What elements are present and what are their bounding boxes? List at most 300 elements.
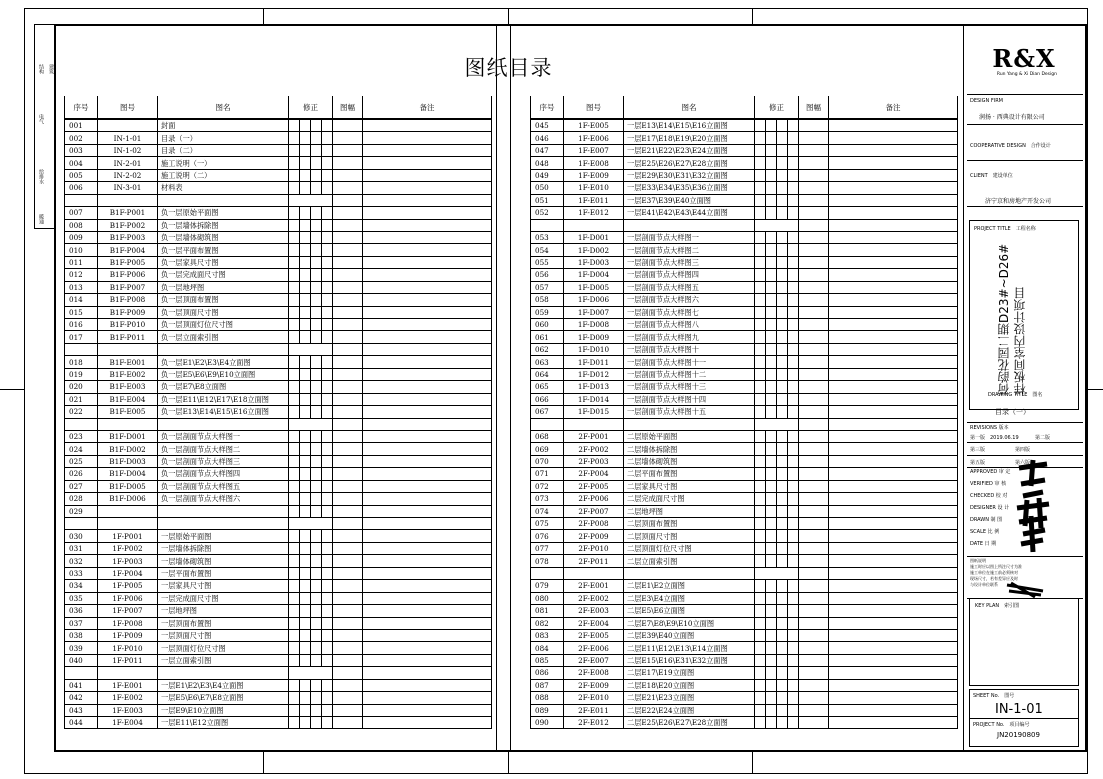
verified-label: VERIFIED 审 核 — [970, 481, 1007, 487]
table-row — [65, 294, 492, 306]
drawing-title: 目录（一） — [995, 408, 1030, 416]
sheet-size-cell — [799, 132, 829, 144]
drawing-code: B1F-P003 — [98, 231, 158, 243]
revision-cells — [755, 207, 799, 219]
revision-cells — [289, 368, 333, 380]
drawing-name: 目录（一） — [158, 132, 289, 144]
sheet-size-cell — [799, 244, 829, 256]
revision-cells — [289, 281, 333, 293]
table-row — [531, 605, 958, 617]
table-row — [65, 555, 492, 567]
revision-cells — [289, 542, 333, 554]
sheet-size-cell — [333, 567, 363, 579]
logo-subtitle: Run Yang & Xi Dian Design — [996, 72, 1057, 77]
drawing-name: 二层E17\E19立面图 — [624, 667, 755, 679]
tick-top-b — [508, 8, 509, 24]
row-number: 010 — [65, 244, 98, 256]
row-number: 040 — [65, 654, 98, 666]
sheet-size-cell — [799, 331, 829, 343]
table-row — [65, 182, 492, 194]
drawing-code: 1F-P010 — [98, 642, 158, 654]
row-number: 085 — [531, 654, 564, 666]
remarks-cell — [363, 269, 492, 281]
row-number: 005 — [65, 169, 98, 181]
remarks-cell — [829, 642, 958, 654]
table-row — [65, 605, 492, 617]
row-number: 018 — [65, 356, 98, 368]
drawing-name: 一层剖面节点大样图一 — [624, 231, 755, 243]
table-row — [65, 207, 492, 219]
sheet-size-cell — [799, 294, 829, 306]
drawing-name: 负一层E13\E14\E15\E16立面图 — [158, 406, 289, 418]
row-number: 082 — [531, 617, 564, 629]
row-number: 089 — [531, 704, 564, 716]
row-number: 028 — [65, 493, 98, 505]
drawing-name: 一层E25\E26\E27\E28立面图 — [624, 157, 755, 169]
drawing-code: 2F-P004 — [564, 468, 624, 480]
table-row — [531, 542, 958, 554]
project-no-label: PROJECT No. 项目编号 — [973, 722, 1030, 728]
remarks-cell — [829, 169, 958, 181]
remarks-cell — [363, 480, 492, 492]
remarks-cell — [829, 530, 958, 542]
revision-cells — [755, 144, 799, 156]
revision-cells — [755, 605, 799, 617]
drawing-name: 负一层顶面灯位尺寸图 — [158, 319, 289, 331]
sheet-size-cell — [333, 617, 363, 629]
revision-cells — [755, 343, 799, 355]
drawing-code: 1F-P009 — [98, 629, 158, 641]
remarks-cell — [363, 580, 492, 592]
remarks-cell — [829, 393, 958, 405]
revision-cells — [289, 169, 333, 181]
remarks-cell — [363, 306, 492, 318]
drawing-name: 一层E9\E10立面图 — [158, 704, 289, 716]
row-number: 059 — [531, 306, 564, 318]
sheet-size-cell — [333, 231, 363, 243]
drawing-name: 二层E7\E8\E9\E10立面图 — [624, 617, 755, 629]
remarks-cell — [829, 256, 958, 268]
drawing-code: 1F-P006 — [98, 592, 158, 604]
table-row — [65, 468, 492, 480]
remarks-cell — [829, 592, 958, 604]
side-label: 暖通 — [38, 214, 44, 224]
row-number: 051 — [531, 194, 564, 206]
sheet-size-cell — [799, 704, 829, 716]
table-row — [65, 505, 492, 517]
drawing-name: 负一层顶面尺寸图 — [158, 306, 289, 318]
table-row — [65, 530, 492, 542]
sheet-size-cell — [333, 132, 363, 144]
revision-cells — [755, 505, 799, 517]
row-number: 054 — [531, 244, 564, 256]
row-number: 072 — [531, 480, 564, 492]
table-row — [531, 617, 958, 629]
revision-cells — [289, 430, 333, 442]
drawing-code: B1F-P006 — [98, 269, 158, 281]
table-row — [531, 580, 958, 592]
sheet-size-cell — [799, 319, 829, 331]
row-number: 077 — [531, 542, 564, 554]
column-header: 序号 — [65, 96, 98, 119]
sheet-number: IN-1-01 — [995, 702, 1043, 717]
drawing-code: IN-1-01 — [98, 132, 158, 144]
row-number: 035 — [65, 592, 98, 604]
drawing-code: 2F-E008 — [564, 667, 624, 679]
row-number: 041 — [65, 679, 98, 691]
remarks-cell — [363, 430, 492, 442]
row-number: 049 — [531, 169, 564, 181]
sheet-size-cell — [799, 692, 829, 704]
table-row — [65, 717, 492, 729]
drawing-name: 一层平面布置图 — [158, 567, 289, 579]
drawing-code: B1F-P004 — [98, 244, 158, 256]
drawing-code: 1F-P005 — [98, 580, 158, 592]
table-row — [531, 555, 958, 567]
drawing-code: 1F-D008 — [564, 319, 624, 331]
row-number: 023 — [65, 430, 98, 442]
drawing-name: 负一层墙体拆除图 — [158, 219, 289, 231]
sheet-size-cell — [333, 331, 363, 343]
sheet-size-cell — [799, 281, 829, 293]
row-number: 056 — [531, 269, 564, 281]
tick-bottom-c — [752, 752, 753, 774]
sheet-size-cell — [799, 256, 829, 268]
revision-cells — [289, 493, 333, 505]
table-row — [531, 493, 958, 505]
remarks-cell — [829, 605, 958, 617]
project-line-1: 荷韵花园二期D23#~D26# — [997, 243, 1011, 395]
drawing-name: 一层剖面节点大样图十五 — [624, 406, 755, 418]
drawing-name: 负一层剖面节点大样图六 — [158, 493, 289, 505]
drawing-code: B1F-D002 — [98, 443, 158, 455]
drawing-code: 1F-E006 — [564, 132, 624, 144]
revision-cells — [289, 306, 333, 318]
revision-cells — [755, 468, 799, 480]
remarks-cell — [363, 505, 492, 517]
revision-cells — [289, 592, 333, 604]
drawing-code: 2F-E007 — [564, 654, 624, 666]
revision-cells — [289, 244, 333, 256]
revision-cells — [289, 356, 333, 368]
drawing-code: 1F-P007 — [98, 605, 158, 617]
revision-cells — [755, 331, 799, 343]
drawing-name: 二层立面索引图 — [624, 555, 755, 567]
revision-cells — [755, 393, 799, 405]
revision-cells — [289, 294, 333, 306]
remarks-cell — [363, 629, 492, 641]
drawing-name: 一层地坪图 — [158, 605, 289, 617]
drawing-code: 2F-P003 — [564, 455, 624, 467]
note-4: 与设计单位联系 — [970, 582, 998, 587]
row-number: 083 — [531, 629, 564, 641]
column-header: 图名 — [158, 96, 289, 119]
column-header: 修正 — [755, 96, 799, 119]
table-row — [531, 381, 958, 393]
row-number: 080 — [531, 592, 564, 604]
table-header-row — [531, 96, 958, 119]
drawing-name: 一层剖面节点大样图七 — [624, 306, 755, 318]
revision-cells — [289, 605, 333, 617]
title-block-divider — [963, 24, 964, 752]
designer-label: DESIGNER 设 计 — [970, 505, 1010, 511]
sheet-fold-right — [510, 24, 511, 752]
sheet-size-cell — [799, 654, 829, 666]
drawing-name: 二层完成面尺寸图 — [624, 493, 755, 505]
row-number: 033 — [65, 567, 98, 579]
revision-cells — [755, 169, 799, 181]
revision-cells — [289, 182, 333, 194]
drawing-name: 一层E17\E18\E19\E20立面图 — [624, 132, 755, 144]
rev-5: 第五版 — [970, 460, 986, 466]
table-row — [531, 679, 958, 691]
table-row — [65, 169, 492, 181]
drawing-code: 1F-D001 — [564, 231, 624, 243]
drawing-name — [158, 505, 289, 517]
revision-cells — [289, 319, 333, 331]
drawing-code: 1F-D012 — [564, 368, 624, 380]
drawing-code: B1F-E005 — [98, 406, 158, 418]
sheet-size-cell — [333, 455, 363, 467]
row-number: 004 — [65, 157, 98, 169]
table-row — [65, 430, 492, 442]
sheet-size-cell — [333, 256, 363, 268]
table-row — [531, 430, 958, 442]
table-row — [65, 642, 492, 654]
section-gap-row — [65, 518, 492, 530]
revision-cells — [289, 617, 333, 629]
revision-cells — [755, 542, 799, 554]
note-1: 施工时应以图上所注尺寸为准 — [970, 564, 1022, 569]
project-line-2: 样板间室内设计项目 — [1013, 287, 1027, 395]
row-number: 069 — [531, 443, 564, 455]
remarks-cell — [363, 542, 492, 554]
revision-cells — [289, 256, 333, 268]
row-number: 027 — [65, 480, 98, 492]
table-row — [531, 132, 958, 144]
drawing-code: 1F-E007 — [564, 144, 624, 156]
sheet-size-cell — [333, 592, 363, 604]
remarks-cell — [829, 269, 958, 281]
sheet-size-cell — [333, 319, 363, 331]
drawing-code: 2F-P011 — [564, 555, 624, 567]
drawing-name: 负一层E11\E12\E17\E18立面图 — [158, 393, 289, 405]
remarks-cell — [363, 493, 492, 505]
revision-cells — [289, 269, 333, 281]
table-row — [531, 294, 958, 306]
drawing-code: B1F-P002 — [98, 219, 158, 231]
revision-cells — [755, 679, 799, 691]
drawing-code: B1F-P010 — [98, 319, 158, 331]
revision-cells — [755, 132, 799, 144]
drawing-name: 一层剖面节点大样图十 — [624, 343, 755, 355]
sheet-size-cell — [799, 555, 829, 567]
drawing-code: 1F-D014 — [564, 393, 624, 405]
section-gap-row — [531, 219, 958, 231]
drawing-code: 2F-E012 — [564, 717, 624, 729]
drawing-name: 一层剖面节点大样图十一 — [624, 356, 755, 368]
drawing-name: 负一层E1\E2\E3\E4立面图 — [158, 356, 289, 368]
sheet-size-cell — [799, 356, 829, 368]
table-row — [531, 393, 958, 405]
revision-cells — [289, 331, 333, 343]
row-number: 025 — [65, 455, 98, 467]
table-row — [65, 231, 492, 243]
table-row — [531, 518, 958, 530]
table-row — [531, 331, 958, 343]
drawing-name: 二层E3\E4立面图 — [624, 592, 755, 604]
remarks-cell — [829, 368, 958, 380]
table-row — [531, 654, 958, 666]
sheet-size-cell — [333, 530, 363, 542]
row-number: 081 — [531, 605, 564, 617]
remarks-cell — [829, 356, 958, 368]
table-row — [531, 207, 958, 219]
sheet-size-cell — [333, 144, 363, 156]
drawing-name: 一层完成面尺寸图 — [158, 592, 289, 604]
tick-right — [1088, 389, 1103, 390]
revision-cells — [289, 468, 333, 480]
scale-label: SCALE 比 例 — [970, 529, 1000, 535]
table-row — [531, 592, 958, 604]
table-row — [65, 679, 492, 691]
remarks-cell — [363, 132, 492, 144]
sheet-size-cell — [333, 443, 363, 455]
remarks-cell — [829, 654, 958, 666]
remarks-cell — [829, 343, 958, 355]
revision-cells — [289, 144, 333, 156]
drawing-code: 1F-E012 — [564, 207, 624, 219]
remarks-cell — [829, 704, 958, 716]
sheet-size-cell — [333, 356, 363, 368]
drawing-code: B1F-E002 — [98, 368, 158, 380]
sheet-size-cell — [333, 704, 363, 716]
row-number: 052 — [531, 207, 564, 219]
tb-line — [967, 556, 1083, 557]
sheet-size-cell — [799, 144, 829, 156]
sheet-size-cell — [799, 468, 829, 480]
revision-cells — [755, 642, 799, 654]
section-gap-row — [65, 418, 492, 430]
sheet-size-cell — [333, 542, 363, 554]
table-row — [65, 144, 492, 156]
remarks-cell — [363, 182, 492, 194]
row-number: 084 — [531, 642, 564, 654]
sheet-size-cell — [799, 443, 829, 455]
remarks-cell — [829, 717, 958, 729]
approved-label: APPROVED 审 定 — [970, 469, 1011, 475]
table-row — [65, 567, 492, 579]
table-row — [531, 182, 958, 194]
sheet-size-cell — [333, 430, 363, 442]
remarks-cell — [829, 281, 958, 293]
row-number: 046 — [531, 132, 564, 144]
table-row — [65, 493, 492, 505]
sheet-size-cell — [333, 281, 363, 293]
row-number: 020 — [65, 381, 98, 393]
drawing-code: 2F-P006 — [564, 493, 624, 505]
revision-cells — [755, 231, 799, 243]
row-number: 048 — [531, 157, 564, 169]
date-label: DATE 日 期 — [970, 541, 997, 547]
row-number: 017 — [65, 331, 98, 343]
row-number: 074 — [531, 505, 564, 517]
rev-2: 第二版 — [1035, 435, 1051, 441]
row-number: 024 — [65, 443, 98, 455]
drawing-code — [98, 119, 158, 132]
sheet-size-cell — [799, 182, 829, 194]
revision-cells — [289, 679, 333, 691]
row-number: 038 — [65, 629, 98, 641]
row-number: 014 — [65, 294, 98, 306]
drawing-code: 2F-E009 — [564, 679, 624, 691]
scribble-mark — [1005, 579, 1045, 599]
remarks-cell — [363, 356, 492, 368]
sheet-size-cell — [799, 642, 829, 654]
side-label-strip — [34, 44, 54, 229]
sheet-size-cell — [799, 169, 829, 181]
rev-3: 第三版 — [970, 447, 986, 453]
tb-line — [967, 94, 1083, 95]
sheet-size-cell — [799, 605, 829, 617]
drawing-name: 一层E29\E30\E31\E32立面图 — [624, 169, 755, 181]
drawing-name: 二层E15\E16\E31\E32立面图 — [624, 654, 755, 666]
remarks-cell — [363, 231, 492, 243]
row-number: 003 — [65, 144, 98, 156]
revision-cells — [289, 393, 333, 405]
drawing-name: 二层E11\E12\E13\E14立面图 — [624, 642, 755, 654]
revision-cells — [755, 518, 799, 530]
drawing-code: 1F-E010 — [564, 182, 624, 194]
sheet-size-cell — [799, 518, 829, 530]
sheet-size-cell — [799, 580, 829, 592]
sheet-size-cell — [799, 119, 829, 132]
drawing-code: 2F-P005 — [564, 480, 624, 492]
remarks-cell — [829, 182, 958, 194]
sheet-size-cell — [333, 717, 363, 729]
row-number: 064 — [531, 368, 564, 380]
remarks-cell — [363, 294, 492, 306]
table-row — [65, 542, 492, 554]
remarks-cell — [363, 244, 492, 256]
row-number: 001 — [65, 119, 98, 132]
sheet-size-cell — [333, 381, 363, 393]
drawing-code: IN-3-01 — [98, 182, 158, 194]
revision-cells — [755, 455, 799, 467]
drawing-name: 一层立面索引图 — [158, 654, 289, 666]
sheet-size-cell — [799, 679, 829, 691]
row-number: 047 — [531, 144, 564, 156]
drawing-name: 一层E13\E14\E15\E16立面图 — [624, 119, 755, 132]
row-number: 087 — [531, 679, 564, 691]
remarks-cell — [363, 119, 492, 132]
sheet-size-cell — [333, 157, 363, 169]
drawing-code: 2F-E011 — [564, 704, 624, 716]
tb-line — [967, 124, 1083, 125]
revision-cells — [289, 505, 333, 517]
drawing-code: IN-1-02 — [98, 144, 158, 156]
revision-cells — [755, 406, 799, 418]
row-number: 045 — [531, 119, 564, 132]
table-row — [531, 281, 958, 293]
drawn-label: DRAWN 制 图 — [970, 517, 1003, 523]
keyplan-box — [969, 598, 1079, 686]
table-row — [65, 592, 492, 604]
drawing-name: 一层剖面节点大样图六 — [624, 294, 755, 306]
row-number: 060 — [531, 319, 564, 331]
project-number: JN20190809 — [997, 731, 1040, 739]
revision-cells — [289, 132, 333, 144]
